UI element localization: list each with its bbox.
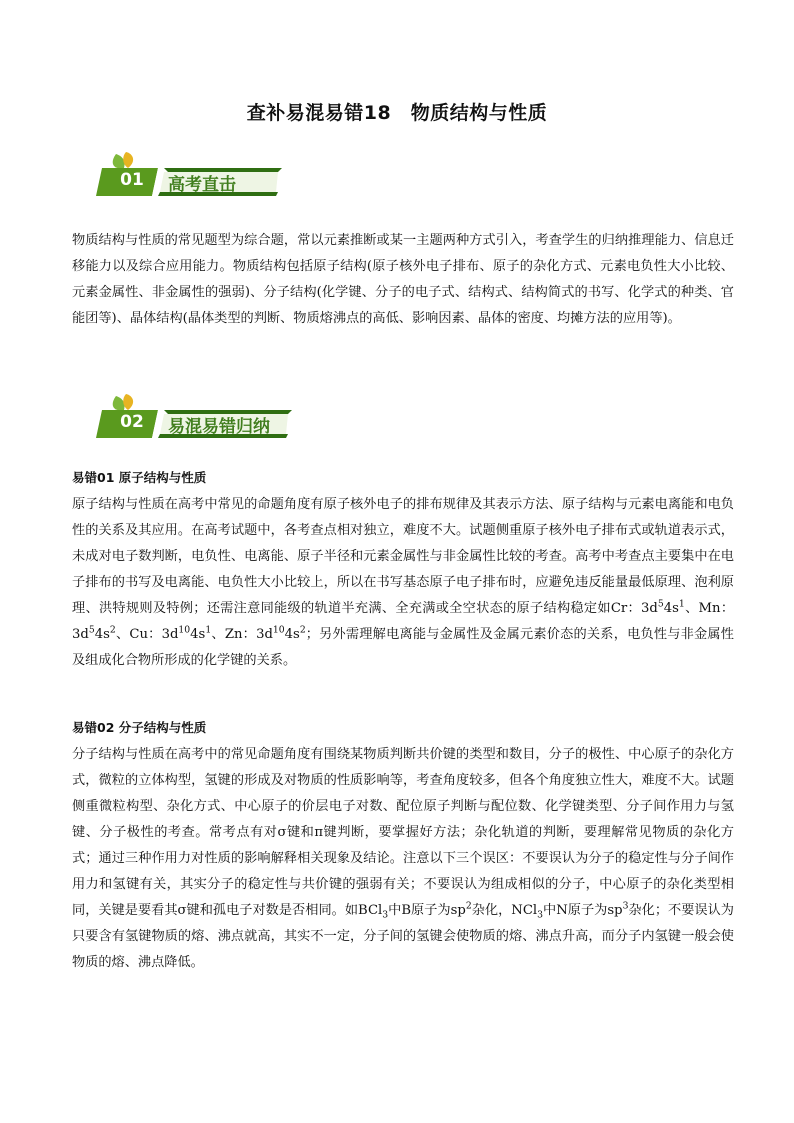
section-01-paragraph: 物质结构与性质的常见题型为综合题，常以元素推断或某一主题两种方式引入，考查学生的归纳推理能力、信息迁移能力以及综合应用能力。物质结构包括原子结构(原子核外电子排布、原子的杂化方式、元素电负性大小比较、元素金属性、非金属性的强弱)、分子结构(化学键、分子的电子式、结构式、结构简式的书写、化学式的种类、官能团等)、晶体结构(晶体类型的判断、物质熔沸点的高低、影响因素、晶体的密度、均摊方法的应用等)。 <box>72 233 734 326</box>
section-badge-01 <box>96 150 286 200</box>
leaf-yellow-icon <box>123 394 133 410</box>
item-02-heading: 易错02 分子结构与性质 <box>72 720 207 735</box>
leaf-green-icon <box>113 154 125 168</box>
leaf-green-icon <box>113 396 125 410</box>
section-number: 02 <box>120 412 144 432</box>
section-label: 易混易错归纳 <box>168 417 270 437</box>
item-01-paragraph: 原子结构与性质在高考中常见的命题角度有原子核外电子的排布规律及其表示方法、原子结构与元素电离能和电负性的关系及其应用。在高考试题中，各考查点相对独立，难度不大。试题侧重原子核外电子排布式或轨道表示式，未成对电子数判断，电负性、电离能、原子半径和元素金属性与非金属性比较的考查。高考中考查点主要集中在电子排布的书写及电离能、电负性大小比较上，所以在书写基态原子电子排布时，应避免违反能量最低原理、泡利原理、洪特规则及特例；还需注意同能级的轨道半充满、全充满或全空状态的原子结构稳定如Cr：$3d^54s^1$、Mn：$3d^54s^2$、Cu：$3d^{10}4s^1$、Zn：$3d^{10}4s^2$；另外需理解电离能与金属性及金属元素价态的关系，电负性与非金属性及组成化合物所形成的化学键的关系。 <box>72 497 735 668</box>
item-02-paragraph: 分子结构与性质在高考中的常见命题角度有围绕某物质判断共价键的类型和数目，分子的极性、中心原子的杂化方式，微粒的立体构型，氢键的形成及对物质的性质影响等，考查角度较多，但各个角度独立性大，难度不大。试题侧重微粒构型、杂化方式、中心原子的价层电子对数、配位原子判断与配位数、化学键类型、分子间作用力与氢键、分子极性的考查。常考点有对σ键和π键判断，要掌握好方法；杂化轨道的判断，要理解常见物质的杂化方式；通过三种作用力对性质的影响解释相关现象及结论。注意以下三个误区：不要误认为分子的稳定性与分子间作用力和氢键有关，其实分子的稳定性与共价键的强弱有关；不要误认为组成相似的分子，中心原子的杂化类型相同，关键是要看其σ键和孤电子对数是否相同。如BCl$_3$中B原子为$sp^2$杂化，NCl$_3$中N原子为$sp^3$杂化；不要误认为只要含有氢键物质的熔、沸点就高，其实不一定，分子间的氢键会使物质的熔、沸点升高，而分子内氢键一般会使物质的熔、沸点降低。 <box>72 747 734 970</box>
item-01-heading: 易错01 原子结构与性质 <box>72 470 207 485</box>
section-badge-02 <box>96 392 296 442</box>
leaf-yellow-icon <box>123 152 133 168</box>
section-number: 01 <box>120 170 144 190</box>
section-label: 高考直击 <box>168 175 236 195</box>
page-title: 查补易混易错18 物质结构与性质 <box>246 102 548 124</box>
